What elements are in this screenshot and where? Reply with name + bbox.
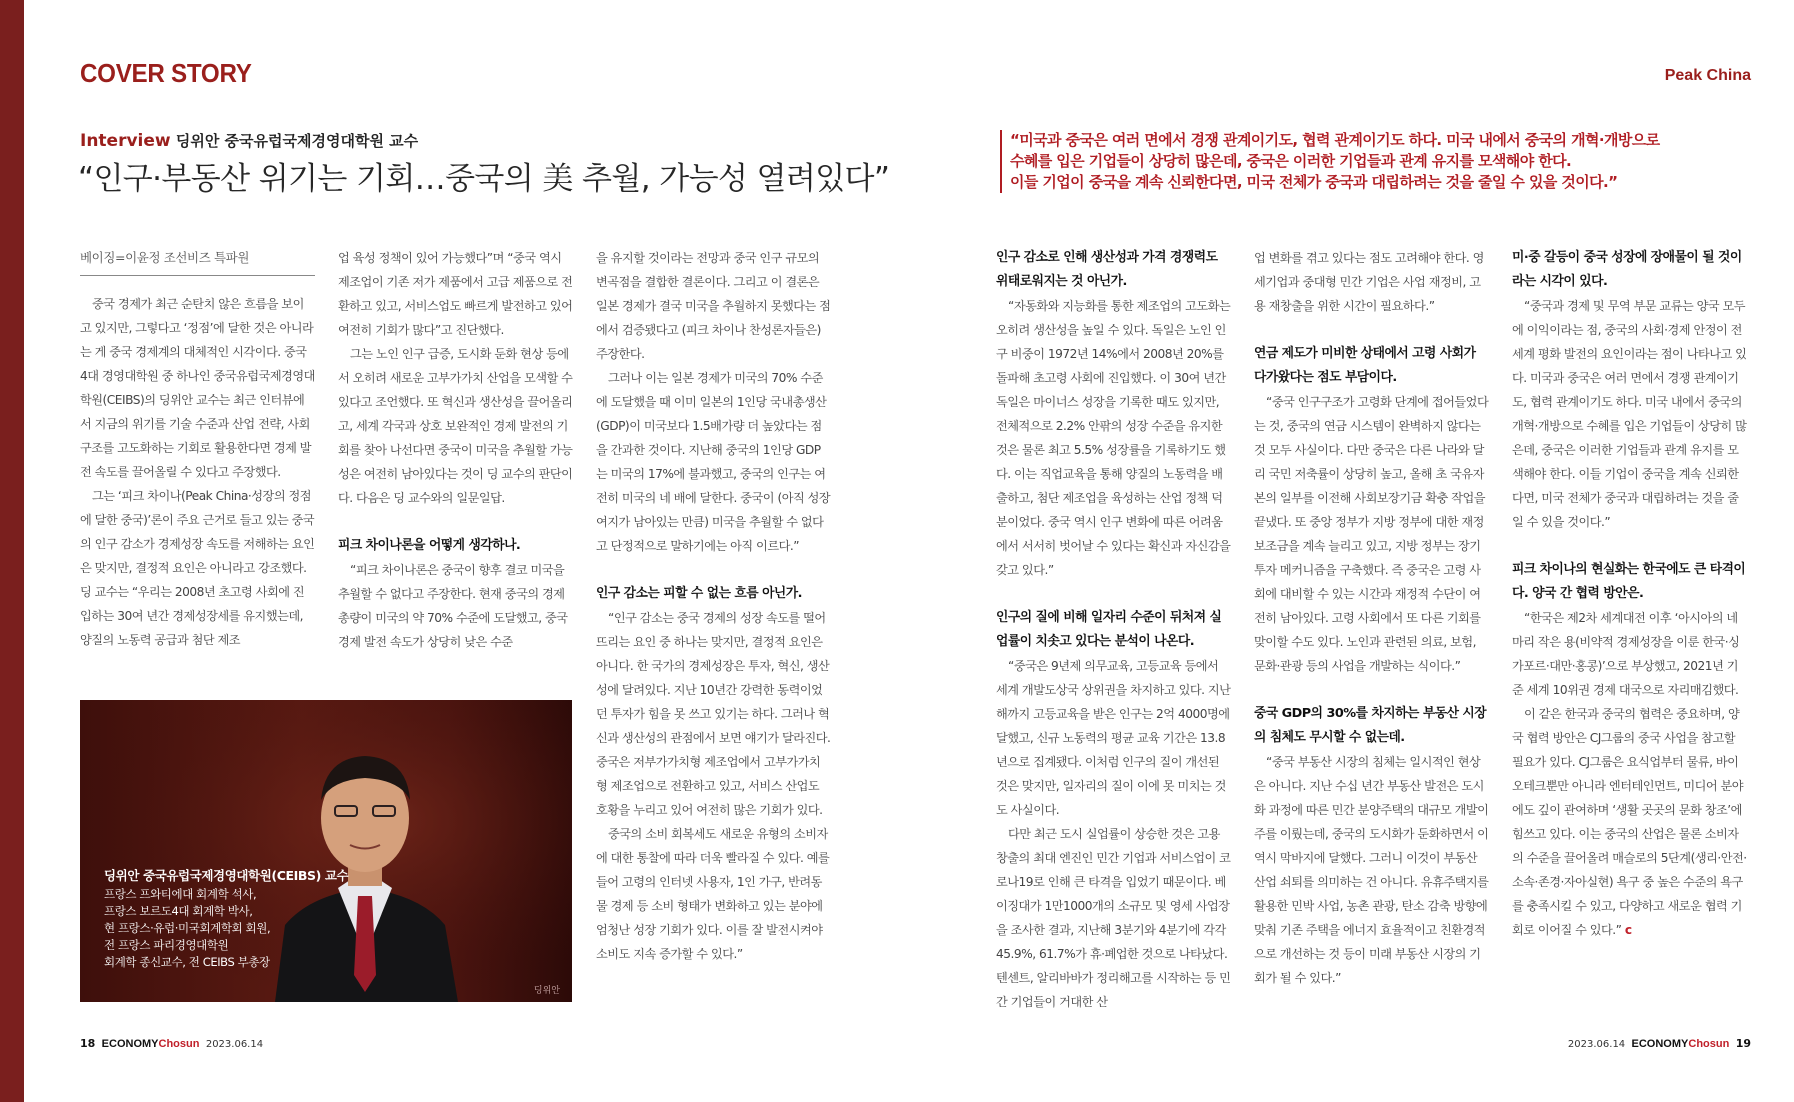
column-4 xyxy=(996,246,1231,1014)
paragraph: 그는 ‘피크 차이나(Peak China·성장의 정점에 달한 중국)’론이 주요 근거로 들고 있는 중국의 인구 감소가 경제성장 속도를 저해하는 요인은 맞지만, 결정적 요인은 아니라고 강조했다. 딩 교수는 “우리는 2008년 초고령 사회에 진입하는 30여 년간 경제성장세를 유지했는데, 양질의 노동력 공급과 첨단 제조 xyxy=(80,489,315,647)
paragraph: “중국은 9년제 의무교육, 고등교육 등에서 세계 개발도상국 상위권을 차지하고 있다. 지난해까지 고등교육을 받은 인구는 2억 4000명에 달했고, 신규 노동력의 평균 교육 기간은 13.8년으로 집계됐다. 이처럼 인구의 질이 개선된 것은 맞지만, 일자리의 질이 이에 못 미치는 것도 사실이다. xyxy=(996,659,1231,817)
kicker-lead: Interview xyxy=(80,131,171,151)
paragraph: 업 육성 정책이 있어 가능했다”며 “중국 역시 제조업이 기존 저가 제품에서 고급 제품으로 전환하고 있고, 서비스업도 빠르게 발전하고 있어 여전히 기회가 많다”고 진단했다. xyxy=(338,251,573,337)
paragraph: “자동화와 지능화를 통한 제조업의 고도화는 오히려 생산성을 높일 수 있다. 독일은 노인 인구 비중이 1972년 14%에서 2008년 20%를 돌파해 초고령 사회에 진입했다. 이 30여 년간 독일은 마이너스 성장을 기록한 때도 있지만, 전체적으로 2.2% 안팎의 성장 수준을 유지한 것은 물론 최고 5.5% 성장률을 기록하기도 했다. 이는 직업교육을 통해 양질의 노동력을 배출하고, 첨단 제조업을 육성하는 산업 정책 덕분이었다. 중국 역시 인구 변화에 따른 어려움에서 서서히 벗어날 수 있다는 확신과 자신감을 갖고 있다.” xyxy=(996,299,1231,577)
pull-quote-line: 수혜를 입은 기업들이 상당히 많은데, 중국은 이러한 기업들과 관계 유지를 모색해야 한다. xyxy=(1010,152,1572,170)
question-heading: 미·중 갈등이 중국 성장에 장애물이 될 것이라는 시각이 있다. xyxy=(1512,250,1742,289)
end-mark: c xyxy=(1624,923,1632,937)
caption-line: 프랑스 프와티에대 회계학 석사, xyxy=(104,887,257,901)
section-label: COVER STORY xyxy=(80,58,252,88)
interview-kicker xyxy=(80,130,418,151)
page-number: 19 xyxy=(1735,1037,1751,1050)
footer-right xyxy=(1568,1037,1751,1050)
caption-line: 현 프랑스·유럽·미국회계학회 회원, xyxy=(104,921,271,935)
question-heading: 피크 차이나의 현실화는 한국에도 큰 타격이다. 양국 간 협력 방안은. xyxy=(1512,562,1746,601)
caption-name: 딩위안 중국유럽국제경영대학원(CEIBS) 교수 xyxy=(104,868,349,883)
question-heading: 인구의 질에 비해 일자리 수준이 뒤처져 실업률이 치솟고 있다는 분석이 나온다. xyxy=(996,610,1222,649)
column-2 xyxy=(338,246,573,654)
column-6 xyxy=(1512,246,1747,942)
page-number: 18 xyxy=(80,1037,96,1050)
caption-line: 전 프랑스 파리경영대학원 xyxy=(104,938,229,952)
question-heading: 인구 감소는 피할 수 없는 흐름 아닌가. xyxy=(596,586,803,601)
paragraph: 이 같은 한국과 중국의 협력은 중요하며, 양국 협력 방안은 CJ그룹의 중국 사업을 참고할 필요가 있다. CJ그룹은 요식업부터 물류, 바이오테크뿐만 아니라 엔터테인먼트, 미디어 분야에도 깊이 관여하며 ‘생활 곳곳의 문화 창조’에 힘쓰고 있다. 이는 중국의 산업은 물론 소비자의 수준을 끌어올려 매슬로의 5단계(생리·안전·소속·존경·자아실현) 욕구 중 높은 수준의 욕구를 충족시킬 수 있고, 다양하고 새로운 협력 기회로 이어질 수 있다.” c xyxy=(1512,707,1747,937)
paragraph: “중국 인구구조가 고령화 단계에 접어들었다는 것, 중국의 연금 시스템이 완벽하지 않다는 것 모두 사실이다. 다만 중국은 다른 나라와 달리 국민 저축률이 상당히 높고, 올해 초 국유자본의 일부를 이전해 사회보장기금 확충 작업을 끝냈다. 또 중앙 정부가 지방 정부에 대한 재정 보조금을 계속 늘리고 있고, 지방 정부는 장기 투자 메커니즘을 구축했다. 즉 중국은 고령 사회에 대비할 수 있는 시간과 재정적 수단이 여전히 남아있다. 고령 사회에서 또 다른 기회를 맞이할 수도 있다. 노인과 관련된 의료, 보험, 문화·관광 등의 사업을 개발하는 식이다.” xyxy=(1254,395,1489,673)
paragraph: “한국은 제2차 세계대전 이후 ‘아시아의 네 마리 작은 용(비약적 경제성장을 이룬 한국·싱가포르·대만·홍콩)’으로 부상했고, 2021년 기준 세계 10위권 경제 대국으로 자리매김했다. xyxy=(1512,611,1740,697)
caption-line: 회계학 종신교수, 전 CEIBS 부총장 xyxy=(104,955,270,969)
paragraph: 중국의 소비 회복세도 새로운 유형의 소비자에 대한 통찰에 따라 더욱 빨라질 수 있다. 예를 들어 고령의 인터넷 사용자, 1인 가구, 반려동물 경제 등 소비 형태가 변화하고 있는 분야에 엄청난 성장 기회가 있다. 이를 잘 발전시켜야 소비도 지속 증가할 수 있다.” xyxy=(596,827,830,961)
paragraph: 을 유지할 것이라는 전망과 중국 인구 규모의 변곡점을 결합한 결론이다. 그리고 이 결론은 일본 경제가 결국 미국을 추월하지 못했다는 점에서 검증됐다고 (피크 차이나 찬성론자들은) 주장한다. xyxy=(596,251,831,361)
page-spine-bar xyxy=(0,0,24,1102)
portrait-photo xyxy=(80,700,572,1002)
paragraph: “중국 부동산 시장의 침체는 일시적인 현상은 아니다. 지난 수십 년간 부동산 발전은 도시화 과정에 따른 민간 분양주택의 대규모 개발이 주를 이뤘는데, 중국의 도시화가 둔화하면서 이 역시 막바지에 달했다. 그러니 이것이 부동산 산업 쇠퇴를 의미하는 건 아니다. 유휴주택지를 활용한 민박 사업, 농촌 관광, 탄소 감축 방향에 맞춰 기존 주택을 에너지 효율적이고 친환경적으로 개선하는 것 등이 미래 부동산 시장의 기회가 될 수 있다.” xyxy=(1254,755,1489,985)
paragraph: 그러나 이는 일본 경제가 미국의 70% 수준에 도달했을 때 이미 일본의 1인당 국내총생산(GDP)이 미국보다 1.5배가량 더 높았다는 점을 간과한 것이다. 지난해 중국의 1인당 GDP는 미국의 17%에 불과했고, 중국의 인구는 여전히 미국의 네 배에 달한다. 중국이 (아직 성장 여지가 남아있는 만큼) 미국을 추월할 수 없다고 단정적으로 말하기에는 아직 이르다.” xyxy=(596,371,831,553)
pull-quote xyxy=(1000,130,1730,193)
photo-credit: 딩위안 xyxy=(533,986,560,996)
paragraph: “중국과 경제 및 무역 부문 교류는 양국 모두에 이익이라는 점, 중국의 사회·경제 안정이 전 세계 평화 발전의 요인이라는 점이 나타나고 있다. 미국과 중국은 여러 면에서 경쟁 관계이기도, 협력 관계이기도 하다. 미국 내에서 중국의 개혁·개방으로 수혜를 입은 기업들이 상당히 많은데, 중국은 이러한 기업들과 관계 유지를 모색해야 한다. 이들 기업이 중국을 계속 신뢰한다면, 미국 전체가 중국과 대립하려는 것을 줄일 수 있을 것이다.” xyxy=(1512,299,1747,529)
paragraph: 중국 경제가 최근 순탄치 않은 흐름을 보이고 있지만, 그렇다고 ‘정점’에 달한 것은 아니라는 게 중국 경제계의 대체적인 시각이다. 중국 4대 경영대학원 중 하나인 중국유럽국제경영대학원(CEIBS)의 딩위안 교수는 최근 인터뷰에서 지금의 위기를 기술 수준과 산업 전략, 사회 구조를 고도화하는 기회로 활용한다면 경제 발전 속도를 끌어올릴 수 있다고 주장했다. xyxy=(80,297,315,479)
question-heading: 연금 제도가 미비한 상태에서 고령 사회가 다가왔다는 점도 부담이다. xyxy=(1254,346,1476,385)
issue-date: 2023.06.14 xyxy=(1567,1039,1626,1050)
question-heading: 중국 GDP의 30%를 차지하는 부동산 시장의 침체도 무시할 수 없는데. xyxy=(1254,706,1487,745)
byline: 베이징=이윤정 조선비즈 특파원 xyxy=(80,248,315,276)
pull-quote-line: 이들 기업이 중국을 계속 신뢰한다면, 미국 전체가 중국과 대립하려는 것을 줄일 수 있을 것이다.” xyxy=(1010,173,1618,191)
kicker-subject: 딩위안 중국유럽국제경영대학원 교수 xyxy=(170,132,419,150)
issue-date: 2023.06.14 xyxy=(205,1039,264,1050)
magazine-brand: ECONOMYChosun xyxy=(1631,1038,1730,1050)
paragraph: “피크 차이나론은 중국이 향후 결코 미국을 추월할 수 없다고 주장한다. 현재 중국의 경제 총량이 미국의 약 70% 수준에 도달했고, 중국 경제 발전 속도가 상당히 낮은 수준 xyxy=(338,563,568,649)
photo-caption xyxy=(104,866,348,971)
paragraph: “인구 감소는 중국 경제의 성장 속도를 떨어뜨리는 요인 중 하나는 맞지만, 결정적 요인은 아니다. 한 국가의 경제성장은 투자, 혁신, 생산성에 달려있다. 지난 10년간 강력한 동력이었던 투자가 힘을 못 쓰고 있기는 하다. 그러나 혁신과 생산성의 관점에서 보면 얘기가 달라진다. 중국은 저부가가치형 제조업에서 고부가가치형 제조업으로 전환하고 있고, 서비스 산업도 호황을 누리고 있어 여전히 많은 기회가 있다. xyxy=(596,611,831,817)
question-heading: 인구 감소로 인해 생산성과 가격 경쟁력도 위태로워지는 것 아닌가. xyxy=(996,250,1218,289)
column-5 xyxy=(1254,246,1489,990)
paragraph: 업 변화를 겪고 있다는 점도 고려해야 한다. 영세기업과 중대형 민간 기업은 사업 재정비, 고용 재창출을 위한 시간이 필요하다.” xyxy=(1254,251,1484,313)
caption-line: 프랑스 보르도4대 회계학 박사, xyxy=(104,904,253,918)
paragraph: 다만 최근 도시 실업률이 상승한 것은 고용 창출의 최대 엔진인 민간 기업과 서비스업이 코로나19로 인해 큰 타격을 입었기 때문이다. 베이징대가 1만1000개의 소규모 및 영세 사업장을 조사한 결과, 지난해 3분기와 4분기에 각각 45.9%, 61.7%가 휴·폐업한 것으로 나타났다. 텐센트, 알리바바가 정리해고를 시작하는 등 민간 기업들이 거대한 산 xyxy=(996,827,1231,1009)
pull-quote-line: “미국과 중국은 여러 면에서 경쟁 관계이기도, 협력 관계이기도 하다. 미국 내에서 중국의 개혁·개방으로 xyxy=(1010,131,1660,149)
footer-left xyxy=(80,1037,263,1050)
column-3 xyxy=(596,246,831,966)
column-1 xyxy=(80,292,315,652)
question-heading: 피크 차이나론을 어떻게 생각하나. xyxy=(338,538,521,553)
magazine-brand: ECONOMYChosun xyxy=(101,1038,200,1050)
paragraph: 그는 노인 인구 급증, 도시화 둔화 현상 등에서 오히려 새로운 고부가가치 산업을 모색할 수 있다고 조언했다. 또 혁신과 생산성을 끌어올리고, 세계 각국과 상호 보완적인 경제 발전의 기회를 찾아 나선다면 중국이 미국을 추월할 가능성은 여전히 남아있다는 것이 딩 교수의 판단이다. 다음은 딩 교수와의 일문일답. xyxy=(338,347,573,505)
series-label: Peak China xyxy=(1664,67,1751,84)
article-headline: “인구·부동산 위기는 기회…중국의 美 추월, 가능성 열려있다” xyxy=(78,161,890,197)
